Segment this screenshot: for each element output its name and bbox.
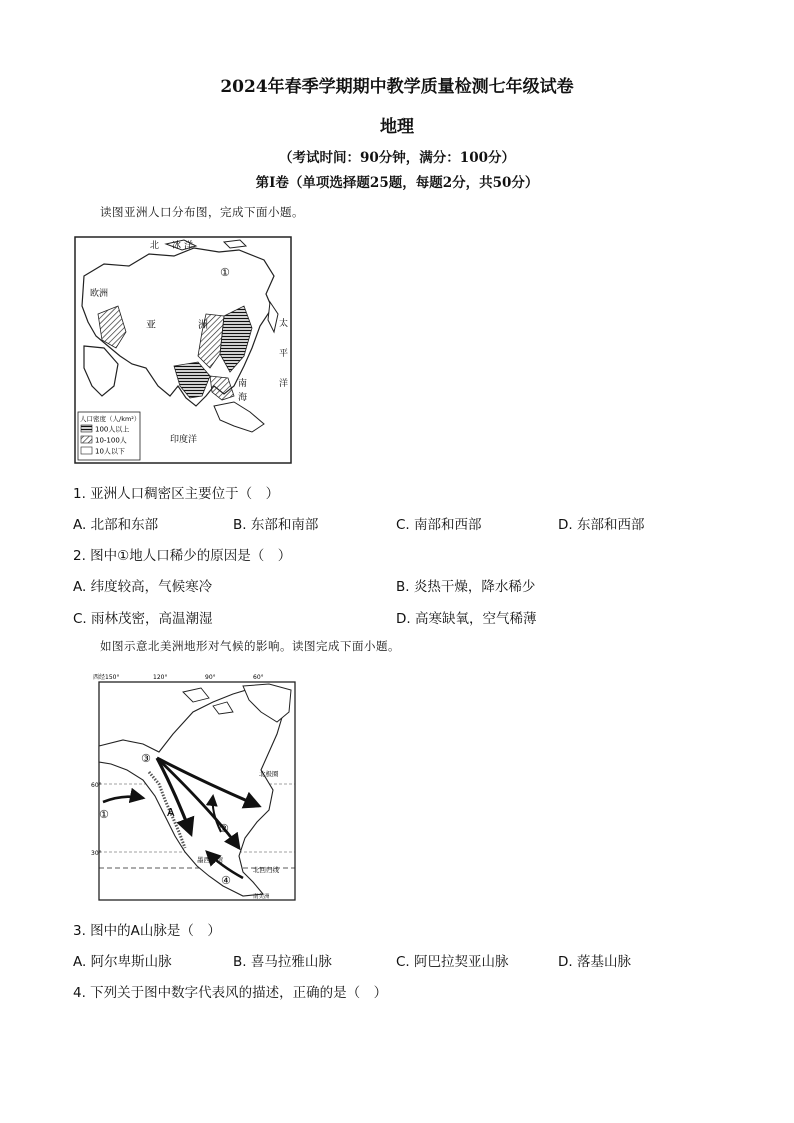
- lon-label-150: 西经150°: [93, 674, 120, 681]
- map-label-ice: 冰: [172, 241, 182, 251]
- map-label-scs-2: 海: [238, 393, 248, 403]
- q3-option-d: D. 落基山脉: [558, 954, 631, 970]
- map-label-pacific-3: 洋: [279, 379, 289, 389]
- map-label-pacific-2: 平: [279, 349, 289, 359]
- south-america-label: 南美洲: [253, 894, 270, 900]
- legend-item-high: 100人以上: [95, 425, 130, 434]
- q2-option-c: C. 雨林茂密，高温潮湿: [73, 611, 213, 627]
- lon-label-90: 90°: [205, 674, 216, 681]
- question-3: 3. 图中的A山脉是（ ）: [73, 923, 221, 939]
- question-2: 2. 图中①地人口稀少的原因是（ ）: [73, 548, 292, 564]
- mountain-label-a: A: [167, 806, 175, 819]
- q2-option-b: B. 炎热干燥，降水稀少: [396, 579, 536, 595]
- section-title: 第Ⅰ卷（单项选择题25题，每题2分，共50分）: [255, 175, 539, 191]
- question-1: 1. 亚洲人口稠密区主要位于（ ）: [73, 486, 280, 502]
- map-label-asia-1: 亚: [146, 320, 156, 331]
- wind-marker-3: ③: [141, 752, 151, 765]
- map-label-pacific-1: 太: [279, 319, 289, 329]
- map-label-scs-1: 南: [238, 379, 248, 389]
- map-marker-1: ①: [220, 266, 230, 279]
- exam-info: （考试时间：90分钟，满分：100分）: [279, 150, 515, 166]
- asia-population-map: [74, 236, 292, 464]
- q2-option-a: A. 纬度较高，气候寒冷: [73, 579, 213, 595]
- question-4: 4. 下列关于图中数字代表风的描述，正确的是（ ）: [73, 985, 388, 1001]
- q3-option-c: C. 阿巴拉契亚山脉: [396, 954, 509, 970]
- wind-marker-2: ②: [219, 822, 229, 835]
- map-legend: [78, 412, 140, 460]
- map-label-ocean: 洋: [184, 241, 194, 251]
- north-america-map: [93, 672, 297, 904]
- map-label-north: 北: [150, 241, 160, 251]
- map-label-indian-ocean: 印度洋: [170, 435, 198, 445]
- subject-title: 地理: [380, 117, 414, 137]
- legend-item-low: 10人以下: [95, 447, 125, 456]
- arctic-circle-label: 北极圈: [259, 770, 279, 778]
- exam-title: 2024年春季学期期中教学质量检测七年级试卷: [220, 77, 574, 97]
- q1-option-d: D. 东部和西部: [558, 517, 645, 533]
- q3-option-a: A. 阿尔卑斯山脉: [73, 954, 172, 970]
- q2-option-d: D. 高寒缺氧，空气稀薄: [396, 611, 537, 627]
- q3-option-b: B. 喜马拉雅山脉: [233, 954, 332, 970]
- group1-intro: 读图亚洲人口分布图，完成下面小题。: [100, 205, 304, 219]
- wind-marker-4: ④: [221, 874, 231, 887]
- legend-item-mid: 10-100人: [95, 436, 127, 445]
- tropic-label: 北回归线: [253, 866, 279, 874]
- lat-label-60: 60°: [91, 782, 102, 789]
- legend-title: 人口密度（人/km²）: [80, 415, 141, 423]
- wind-marker-1: ①: [99, 808, 109, 821]
- lat-label-30: 30°: [91, 850, 102, 857]
- map-label-europe: 欧洲: [90, 289, 109, 299]
- map-label-asia-2: 洲: [198, 320, 208, 331]
- lon-label-60: 60°: [253, 674, 264, 681]
- q1-option-c: C. 南部和西部: [396, 517, 482, 533]
- lon-label-120: 120°: [153, 674, 168, 681]
- group2-intro: 如图示意北美洲地形对气候的影响。读图完成下面小题。: [100, 639, 400, 653]
- gulf-label: 墨西哥湾: [197, 856, 223, 864]
- q1-option-a: A. 北部和东部: [73, 517, 159, 533]
- q1-option-b: B. 东部和南部: [233, 517, 319, 533]
